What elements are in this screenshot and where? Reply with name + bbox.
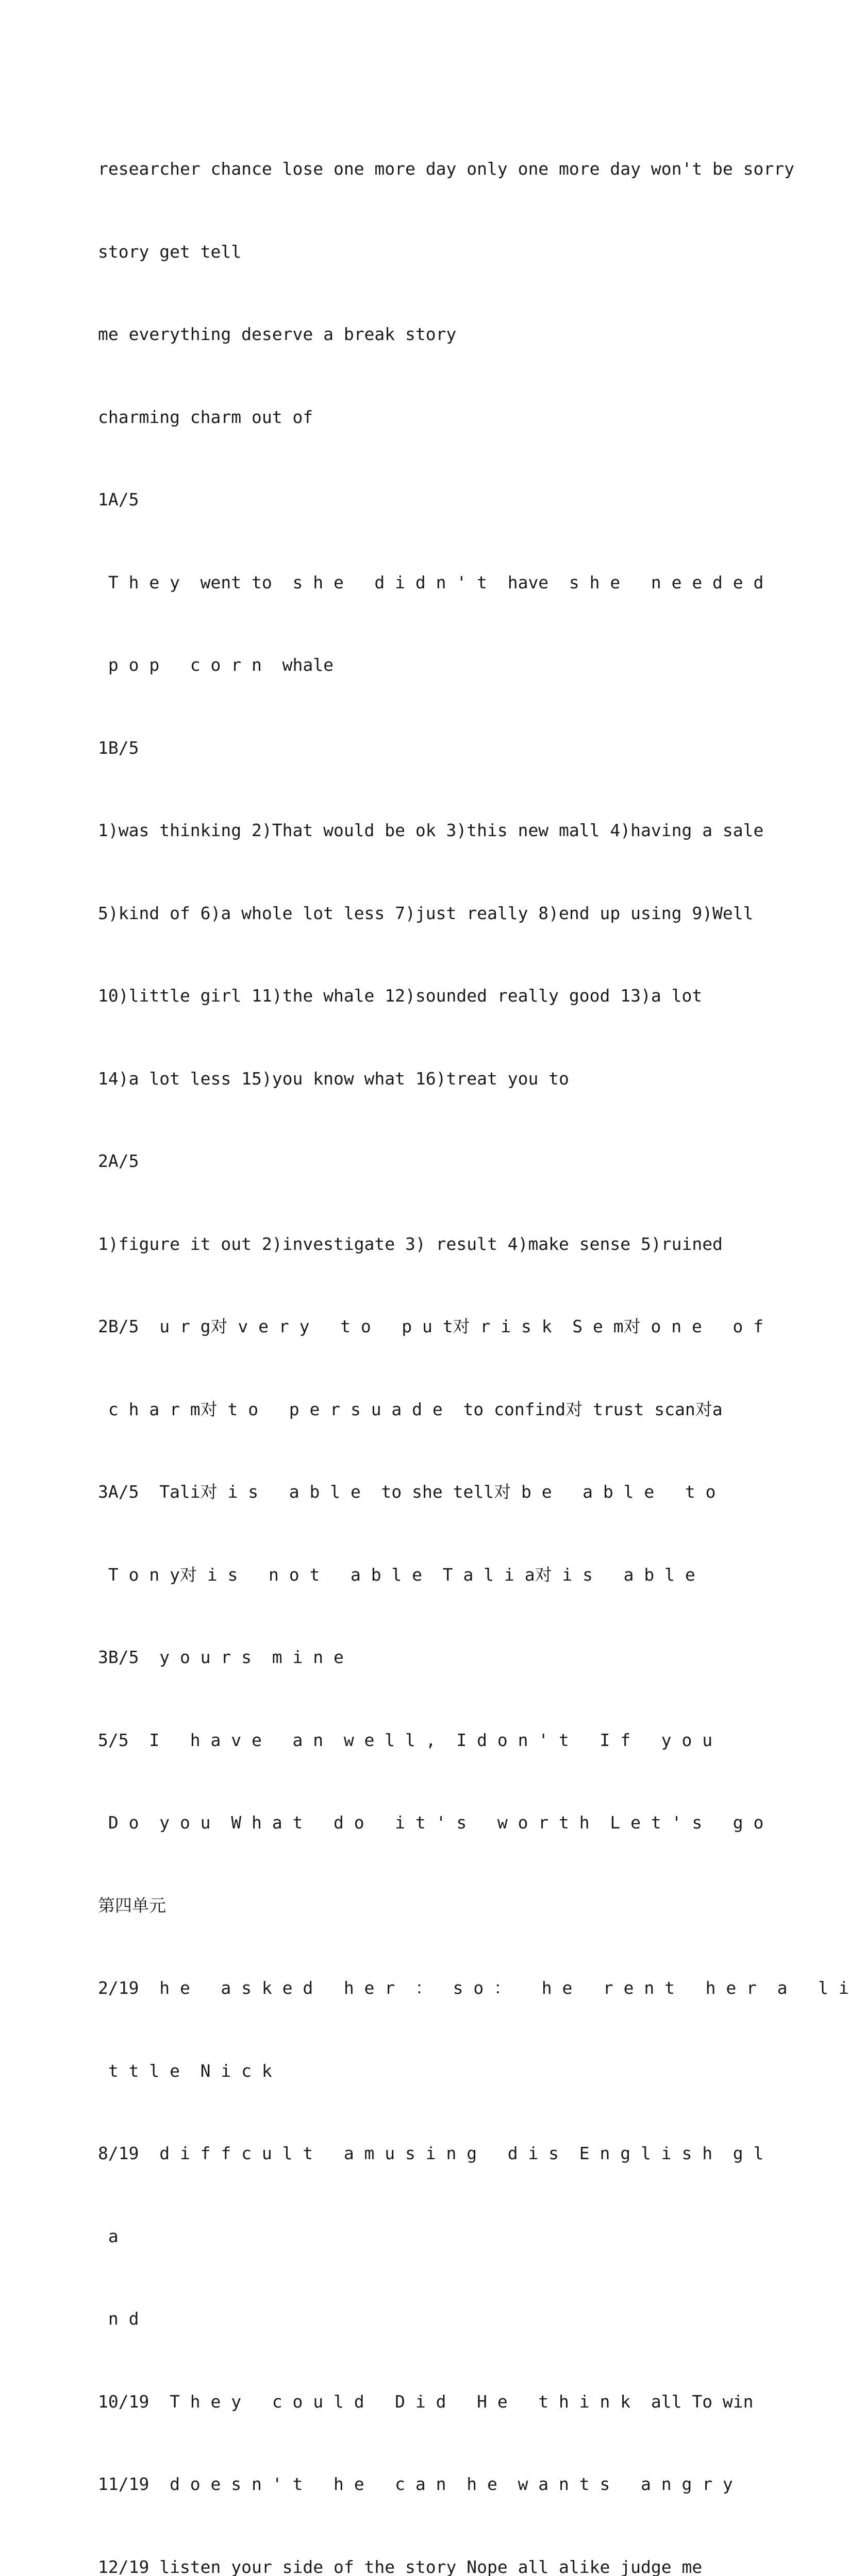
text-line: 11/19 d o e s n ' t h e c a n h e w a n t s a n g r y: [98, 2470, 737, 2498]
section-heading-2a: 2A/5: [98, 1147, 737, 1175]
text-line: t t l e N i c k: [98, 2057, 737, 2085]
text-line: 12/19 listen your side of the story Nope all alike judge me: [98, 2553, 737, 2576]
text-line: 5)kind of 6)a whole lot less 7)just really 8)end up using 9)Well: [98, 900, 737, 927]
text-line: D o y o u W h a t d o i t ' s w o r t h L e t ' s g o: [98, 1809, 737, 1837]
text-line: 1)figure it out 2)investigate 3) result 4)make sense 5)ruined: [98, 1230, 737, 1258]
text-line: 14)a lot less 15)you know what 16)treat you to: [98, 1065, 737, 1093]
text-line: 2B/5 u r g对 v e r y t o p u t对 r i s k S e m对 o n e o f: [98, 1313, 737, 1341]
text-line: 1)was thinking 2)That would be ok 3)this new mall 4)having a sale: [98, 817, 737, 844]
text-line: 10/19 T h e y c o u l d D i d H e t h i n k all To win: [98, 2388, 737, 2416]
section-heading-1a: 1A/5: [98, 486, 737, 514]
text-line: story get tell: [98, 238, 737, 266]
text-line: 10)little girl 11)the whale 12)sounded really good 13)a lot: [98, 982, 737, 1010]
text-line: p o p c o r n whale: [98, 651, 737, 679]
document-page: [0, 0, 817, 1154]
text-line: me everything deserve a break story: [98, 320, 737, 348]
text-line: 8/19 d i f f c u l t a m u s i n g d i s E n g l i s h g l: [98, 2140, 737, 2167]
section-heading-1b: 1B/5: [98, 734, 737, 762]
text-line: 5/5 I h a v e a n w e l l , I d o n ' t I f y o u: [98, 1726, 737, 1754]
text-line: charming charm out of: [98, 403, 737, 431]
unit-heading: 第四单元: [98, 1892, 737, 1920]
text-line: a: [98, 2223, 737, 2250]
text-line: researcher chance lose one more day only one more day won't be sorry: [98, 155, 737, 183]
text-line: T o n y对 i s n o t a b l e T a l i a对 i s a b l e: [98, 1561, 737, 1589]
text-line: T h e y went to s h e d i d n ' t have s h e n e e d e d: [98, 569, 737, 597]
document-body: [98, 100, 737, 2576]
text-line: 2/19 h e a s k e d h e r ： s o ： h e r e n t h e r a l i: [98, 1974, 737, 2002]
text-line: c h a r m对 t o p e r s u a d e to confind对 trust scan对a: [98, 1396, 737, 1423]
text-line: 3A/5 Tali对 i s a b l e to she tell对 b e a b l e t o: [98, 1478, 737, 1506]
text-line: n d: [98, 2305, 737, 2333]
text-line: 3B/5 y o u r s m i n e: [98, 1643, 737, 1671]
